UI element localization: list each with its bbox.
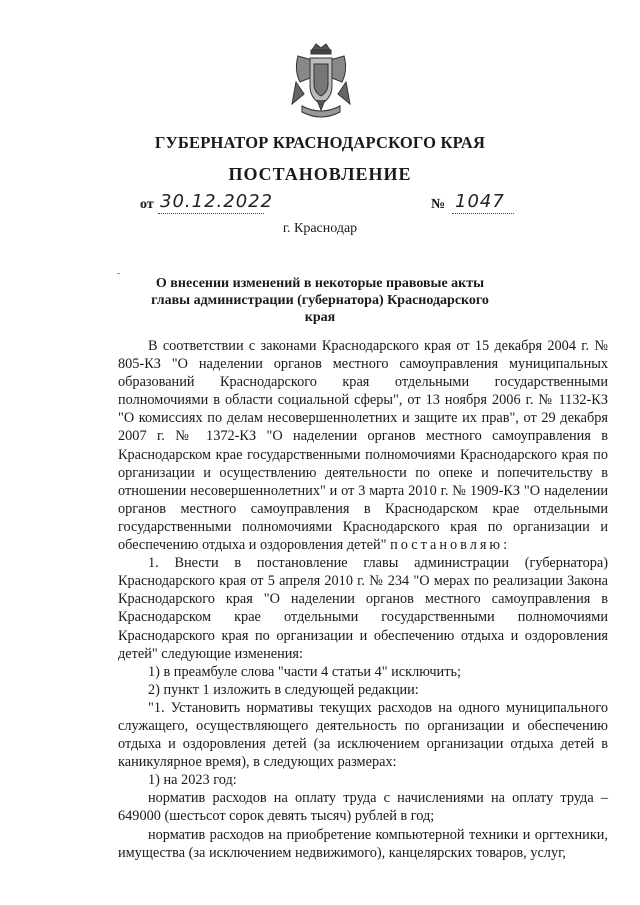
document-type: ПОСТАНОВЛЕНИЕ bbox=[228, 164, 412, 184]
number-label: № bbox=[431, 197, 446, 212]
body-paragraph-1-1: 1) в преамбуле слова "части 4 статьи 4" исключить; bbox=[148, 663, 461, 680]
body-paragraph-preamble: В соответствии с законами Краснодарского края от 15 декабря 2004 г. № 805-КЗ "О наделении органов местного самоуправления муниципальных образований Краснодарского края отдельными государственными полномочиями в области социальной сферы", от 13 ноября 2006 г. № 1132-КЗ "О комиссиях по делам несовершеннолетних и защите их прав", от 29 декабря 2007 г. № 1372-КЗ "О наделении органов местного самоуправления в Краснодарском крае государственными полномочиями Краснодарского края по организации и осуществлению деятельности по опеке и попечительству в отношении несовершеннолетних" и от 3 марта 2010 г. № 1909-КЗ "О наделении органов местного самоуправления в Краснодарском крае отдельными государственными полномочиями Краснодарского края по организации и обеспечению отдыха и оздоровления детей" постановляю: bbox=[118, 338, 608, 554]
document-subject: О внесении изменений в некоторые правовые акты главы администрации (губернатора) Краснодарского края bbox=[151, 276, 489, 325]
number-value: 1047 bbox=[455, 191, 505, 212]
document-body bbox=[118, 337, 608, 862]
body-paragraph-year: 1) на 2023 год: bbox=[148, 772, 237, 789]
margin-mark bbox=[117, 273, 120, 274]
body-paragraph-equipment-norm: норматив расходов на приобретение компьютерной техники и оргтехники, имущества (за исключением недвижимого), канцелярских товаров, услуг, bbox=[118, 826, 608, 861]
date-underline bbox=[158, 213, 264, 214]
body-paragraph-salary-norm: норматив расходов на оплату труда с начислениями на оплату труда – 649000 (шестьсот сорок девять тысяч) рублей в год; bbox=[118, 790, 608, 825]
body-paragraph-1: 1. Внести в постановление главы администрации (губернатора) Краснодарского края от 5 апреля 2010 г. № 234 "О мерах по реализации Закона Краснодарского края "О наделении органов местного самоуправления в Краснодарском крае отдельными государственными полномочиями Краснодарского края по организации и обеспечению отдыха и оздоровления детей" следующие изменения: bbox=[118, 555, 608, 662]
body-paragraph-1-2: 2) пункт 1 изложить в следующей редакции: bbox=[148, 681, 419, 698]
date-value: 30.12.2022 bbox=[160, 191, 274, 212]
authority-title: ГУБЕРНАТОР КРАСНОДАРСКОГО КРАЯ bbox=[154, 133, 486, 152]
date-label: от bbox=[140, 197, 154, 212]
resolve-word: постановляю: bbox=[390, 537, 511, 554]
number-underline bbox=[452, 213, 514, 214]
krasnodar-coat-of-arms-icon bbox=[290, 42, 352, 122]
body-paragraph-new-clause: "1. Установить нормативы текущих расходов на одного муниципального служащего, осуществляющего деятельность по организации и обеспечению отдыха и оздоровления детей (за исключением организации отдыха детей в каникулярное время), в следующих размерах: bbox=[118, 699, 608, 771]
city-line: г. Краснодар bbox=[282, 221, 358, 236]
